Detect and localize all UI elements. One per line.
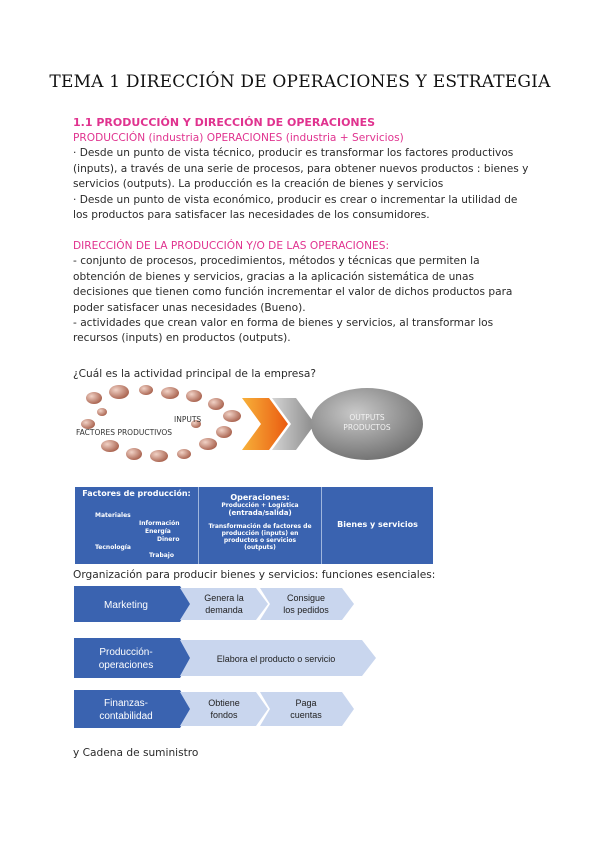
subheading-direccion: DIRECCIÓN DE LA PRODUCCIÓN Y/O DE LAS OPERACIONES: bbox=[73, 240, 390, 252]
inputs-label: INPUTS bbox=[174, 415, 202, 424]
section-text-2 bbox=[73, 239, 533, 347]
table-body-transformacion: Transformación de factores de producción (inputs) en productos o servicios (outputs) bbox=[208, 523, 312, 551]
flow-step-line: demanda bbox=[205, 605, 243, 615]
productos-label: PRODUCTOS bbox=[343, 423, 391, 432]
flow-step-line: Obtiene bbox=[208, 698, 240, 708]
section-text bbox=[73, 131, 533, 223]
flow-main-line: Producción- bbox=[99, 647, 153, 658]
flow-step-label: Elabora el producto o servicio bbox=[216, 654, 336, 664]
operations-table bbox=[75, 487, 433, 564]
factors-label: FACTORES PRODUCTIVOS bbox=[76, 428, 173, 437]
factor-item: Tecnología bbox=[95, 544, 131, 551]
page-title: TEMA 1 DIRECCIÓN DE OPERACIONES Y ESTRATEGIA bbox=[49, 72, 551, 92]
flow-step-line: cuentas bbox=[290, 710, 322, 720]
bullet-economico: · Desde un punto de vista económico, producir es crear o incrementar la utilidad de los productos para satisfacer las necesidades de los consumidores. bbox=[73, 193, 518, 222]
subheading-produccion: PRODUCCIÓN (industria) OPERACIONES (industria + Servicios) bbox=[73, 132, 404, 144]
table-sub-entrada: (entrada/salida) bbox=[228, 509, 292, 517]
flow-marketing bbox=[74, 584, 378, 624]
org-text: Organización para producir bienes y servicios: funciones esenciales: bbox=[73, 569, 436, 581]
factor-item: Energía bbox=[145, 528, 171, 535]
inputs-outputs-diagram bbox=[74, 384, 432, 466]
factor-item: Materiales bbox=[95, 512, 131, 519]
factor-item: Información bbox=[139, 520, 180, 527]
flow-main-arrow bbox=[74, 638, 192, 678]
flow-step-line: los pedidos bbox=[283, 605, 329, 615]
factor-item: Trabajo bbox=[149, 552, 174, 559]
flow-step-line: Consigue bbox=[286, 593, 326, 603]
flow-step-line: fondos bbox=[210, 710, 238, 720]
input-beads bbox=[81, 385, 241, 462]
flow-main-line: contabilidad bbox=[99, 711, 153, 722]
section-heading: 1.1 PRODUCCIÓN Y DIRECCIÓN DE OPERACIONES bbox=[73, 116, 376, 129]
factor-item: Dinero bbox=[157, 536, 180, 543]
bullet-tecnico: · Desde un punto de vista técnico, producir es transformar los factores productivos (inputs), a través de una serie de procesos, para obtener nuevos productos : bienes y servicios (outputs). La producción es la creación de bienes y servicios bbox=[73, 147, 529, 191]
table-head-operaciones: Operaciones: bbox=[230, 493, 290, 502]
cadena-text: y Cadena de suministro bbox=[73, 747, 199, 759]
flow-main-arrow bbox=[74, 690, 192, 728]
table-sub-logistica: Producción + Logística bbox=[221, 502, 299, 509]
flow-produccion bbox=[74, 636, 378, 680]
table-head-factores: Factores de producción: bbox=[82, 489, 191, 498]
flow-finanzas bbox=[74, 688, 378, 730]
table-col-factores bbox=[75, 487, 199, 564]
bullet-conjunto: - conjunto de procesos, procedimientos, métodos y técnicas que permiten la obtención de bienes y servicios, gracias a la aplicación sistemática de unas decisiones que tienen como función incrementar el valor de dichos productos para poder satisfacer unas necesidades (Bueno). bbox=[73, 255, 513, 314]
table-head-bienes: Bienes y servicios bbox=[337, 520, 418, 529]
table-col-operaciones bbox=[199, 487, 322, 564]
outputs-label: OUTPUTS bbox=[349, 413, 385, 422]
question-text: ¿Cuál es la actividad principal de la empresa? bbox=[73, 368, 316, 380]
flow-step-line: Genera la bbox=[204, 593, 244, 603]
table-col-bienes bbox=[322, 487, 433, 564]
flow-main-line: operaciones bbox=[98, 660, 154, 671]
bullet-actividades: - actividades que crean valor en forma de bienes y servicios, al transformar los recursos (inputs) en productos (outputs). bbox=[73, 317, 494, 345]
flow-main-line: Finanzas- bbox=[104, 698, 148, 709]
flow-step-line: Paga bbox=[295, 698, 317, 708]
flow-main-label: Marketing bbox=[104, 600, 148, 611]
